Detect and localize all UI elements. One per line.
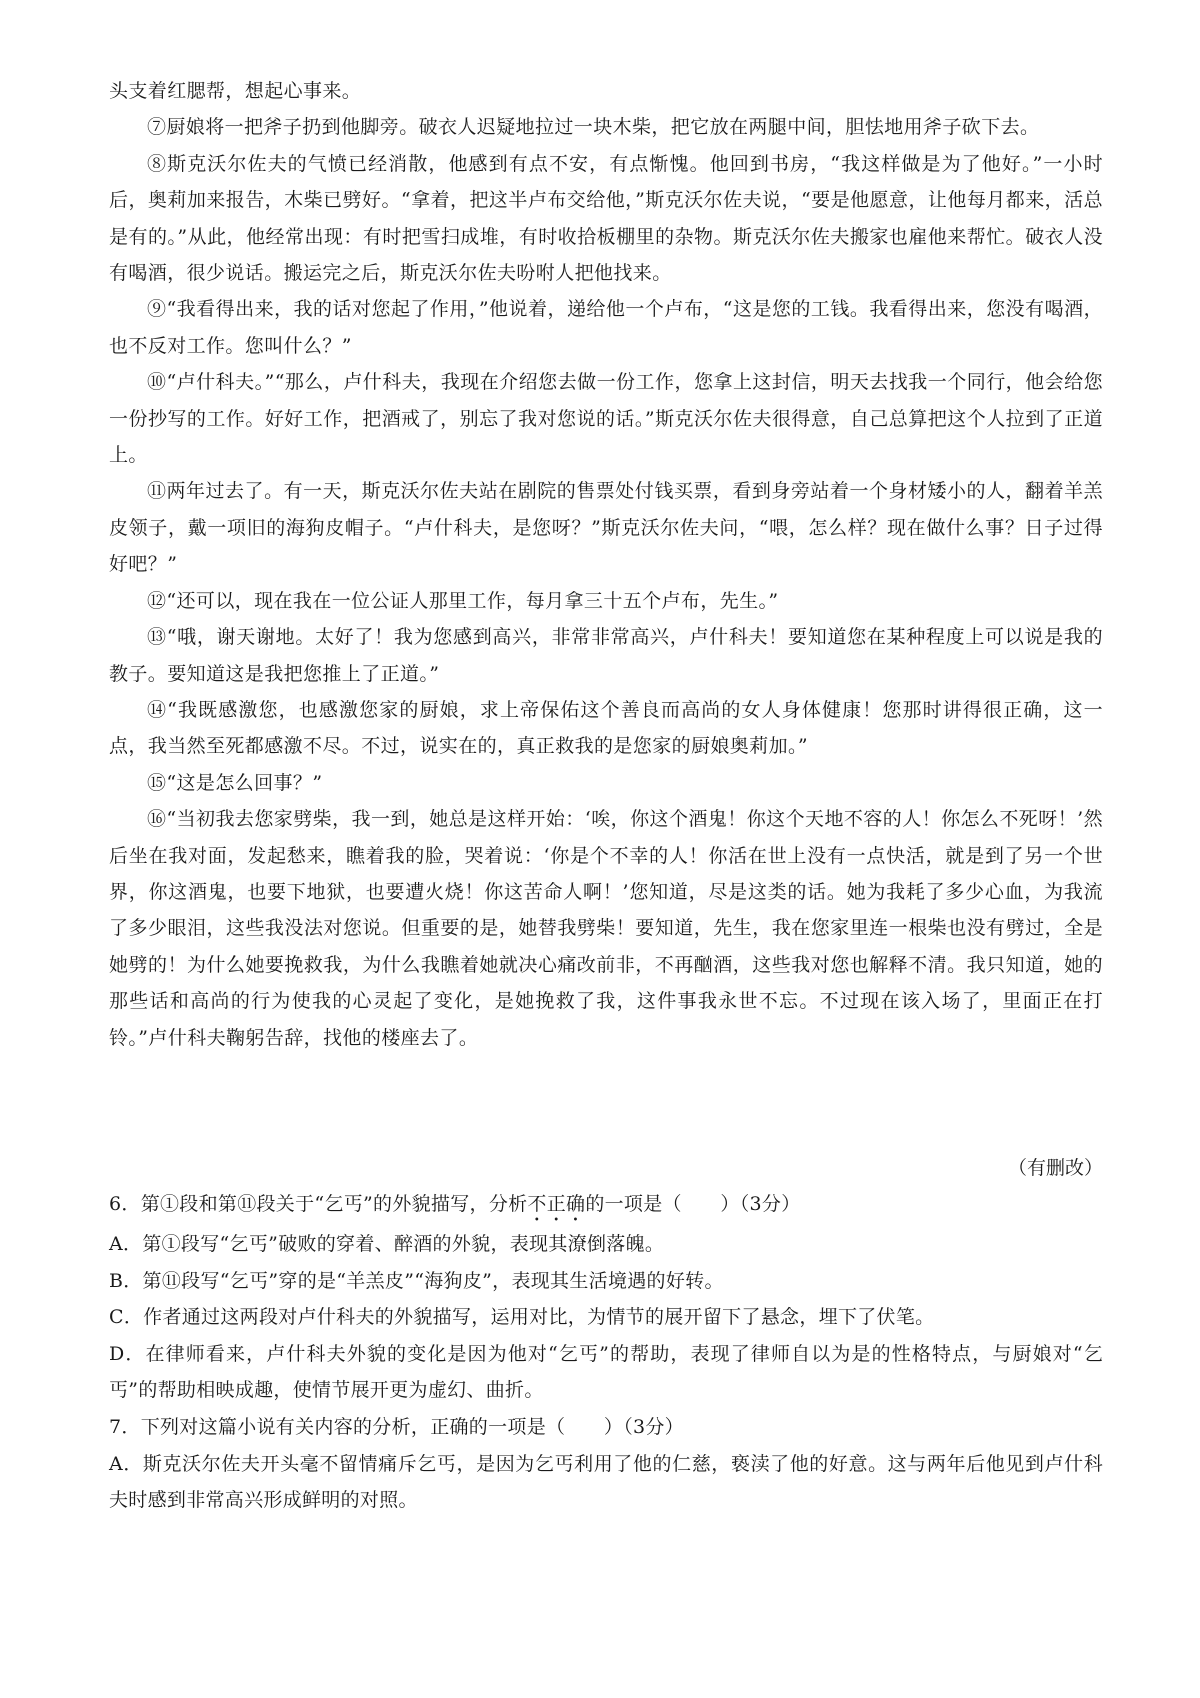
question-6-option-a: A．第①段写“乞丐”破败的穿着、醉酒的外貌，表现其潦倒落魄。 xyxy=(109,1233,665,1255)
story-paragraph-13: ⑬“哦，谢天谢地。太好了！我为您感到高兴，非常非常高兴，卢什科夫！要知道您在某种程度上可以说是我的教子。要知道这是我把您推上了正道。” xyxy=(109,626,1103,685)
question-6-stem-before: 6．第①段和第⑪段关于“乞丐”的外貌描写，分析 xyxy=(109,1193,528,1215)
question-7-stem: 7．下列对这篇小说有关内容的分析，正确的一项是（ ）（3分） xyxy=(109,1415,684,1438)
story-paragraph-continuation: 头支着红腮帮，想起心事来。 xyxy=(109,80,362,102)
story-body xyxy=(109,73,1103,1056)
story-paragraph-15: ⑮“这是怎么回事？” xyxy=(147,771,323,794)
story-paragraph-7: ⑦厨娘将一把斧子扔到他脚旁。破衣人迟疑地拉过一块木柴，把它放在两腿中间，胆怯地用斧子砍下去。 xyxy=(147,116,1040,139)
story-paragraph-8: ⑧斯克沃尔佐夫的气愤已经消散，他感到有点不安，有点惭愧。他回到书房，“我这样做是为了他好。”一小时后，奥莉加来报告，木柴已劈好。“拿着，把这半卢布交给他，”斯克沃尔佐夫说，“要是他愿意，让他每月都来，活总是有的。”从此，他经常出现：有时把雪扫成堆，有时收拾板棚里的杂物。斯克沃尔佐夫搬家也雇他来帮忙。破衣人没有喝酒，很少说话。搬运完之后，斯克沃尔佐夫吩咐人把他找来。 xyxy=(109,152,1103,285)
story-paragraph-11: ⑪两年过去了。有一天，斯克沃尔佐夫站在剧院的售票处付钱买票，看到身旁站着一个身材矮小的人，翻着羊羔皮领子，戴一项旧的海狗皮帽子。“卢什科夫，是您呀？”斯克沃尔佐夫问，“喂，怎么样？现在做什么事？日子过得好吧？” xyxy=(109,480,1103,576)
story-paragraph-14: ⑭“我既感激您，也感激您家的厨娘，求上帝保佑这个善良而高尚的女人身体健康！您那时讲得很正确，这一点，我当然至死都感激不尽。不过，说实在的，真正救我的是您家的厨娘奥莉加。” xyxy=(109,698,1103,758)
story-paragraph-16: ⑯“当初我去您家劈柴，我一到，她总是这样开始：‘唉，你这个酒鬼！你这个天地不容的人！你怎么不死呀！’然后坐在我对面，发起愁来，瞧着我的脸，哭着说：‘你是个不幸的人！你活在世上没有一点快活，就是到了另一个世界，你这酒鬼，也要下地狱，也要遭火烧！你这苦命人啊！’您知道，尽是这类的话。她为我耗了多少心血，为我流了多少眼泪，这些我没法对您说。但重要的是，她替我劈柴！要知道，先生，我在您家里连一根柴也没有劈过，全是她劈的！为什么她要挽救我，为什么我瞧着她就决心痛改前非，不再酗酒，这些我对您也解释不清。我只知道，她的那些话和高尚的行为使我的心灵起了变化，是她挽救了我，这件事我永世不忘。不过现在该入场了，里面正在打铃。”卢什科夫鞠躬告辞，找他的楼座去了。 xyxy=(109,808,1103,1049)
question-6-stem xyxy=(109,1186,1103,1226)
questions xyxy=(109,1186,1103,1519)
question-6-option-b: B．第⑪段写“乞丐”穿的是“羊羔皮”“海狗皮”，表现其生活境遇的好转。 xyxy=(109,1269,724,1292)
question-7-option-a: A．斯克沃尔佐夫开头毫不留情痛斥乞丐，是因为乞丐利用了他的仁慈，亵渎了他的好意。这与两年后他见到卢什科夫时感到非常高兴形成鲜明的对照。 xyxy=(109,1452,1103,1512)
edit-note: （有删改） xyxy=(1007,1157,1103,1179)
question-6-stem-after: 的一项是（ ）（3分） xyxy=(585,1193,801,1215)
question-6-option-c: C．作者通过这两段对卢什科夫的外貌描写，运用对比，为情节的展开留下了悬念，埋下了伏笔。 xyxy=(109,1306,935,1329)
question-6-option-d: D．在律师看来，卢什科夫外貌的变化是因为他对“乞丐”的帮助，表现了律师自以为是的性格特点，与厨娘对“乞丐”的帮助相映成趣，使情节展开更为虚幻、曲折。 xyxy=(109,1342,1103,1402)
story-paragraph-12: ⑫“还可以，现在我在一位公证人那里工作，每月拿三十五个卢布，先生。” xyxy=(147,589,779,612)
story-paragraph-9: ⑨“我看得出来，我的话对您起了作用，”他说着，递给他一个卢布，“这是您的工钱。我看得出来，您没有喝酒，也不反对工作。您叫什么？” xyxy=(109,298,1103,357)
story-paragraph-10: ⑩“卢什科夫。”“那么，卢什科夫，我现在介绍您去做一份工作，您拿上这封信，明天去找我一个同行，他会给您一份抄写的工作。好好工作，把酒戒了，别忘了我对您说的话。”斯克沃尔佐夫很得意，自己总算把这个人拉到了正道上。 xyxy=(109,371,1103,467)
question-6-emphasis: 不正确 xyxy=(527,1193,586,1215)
